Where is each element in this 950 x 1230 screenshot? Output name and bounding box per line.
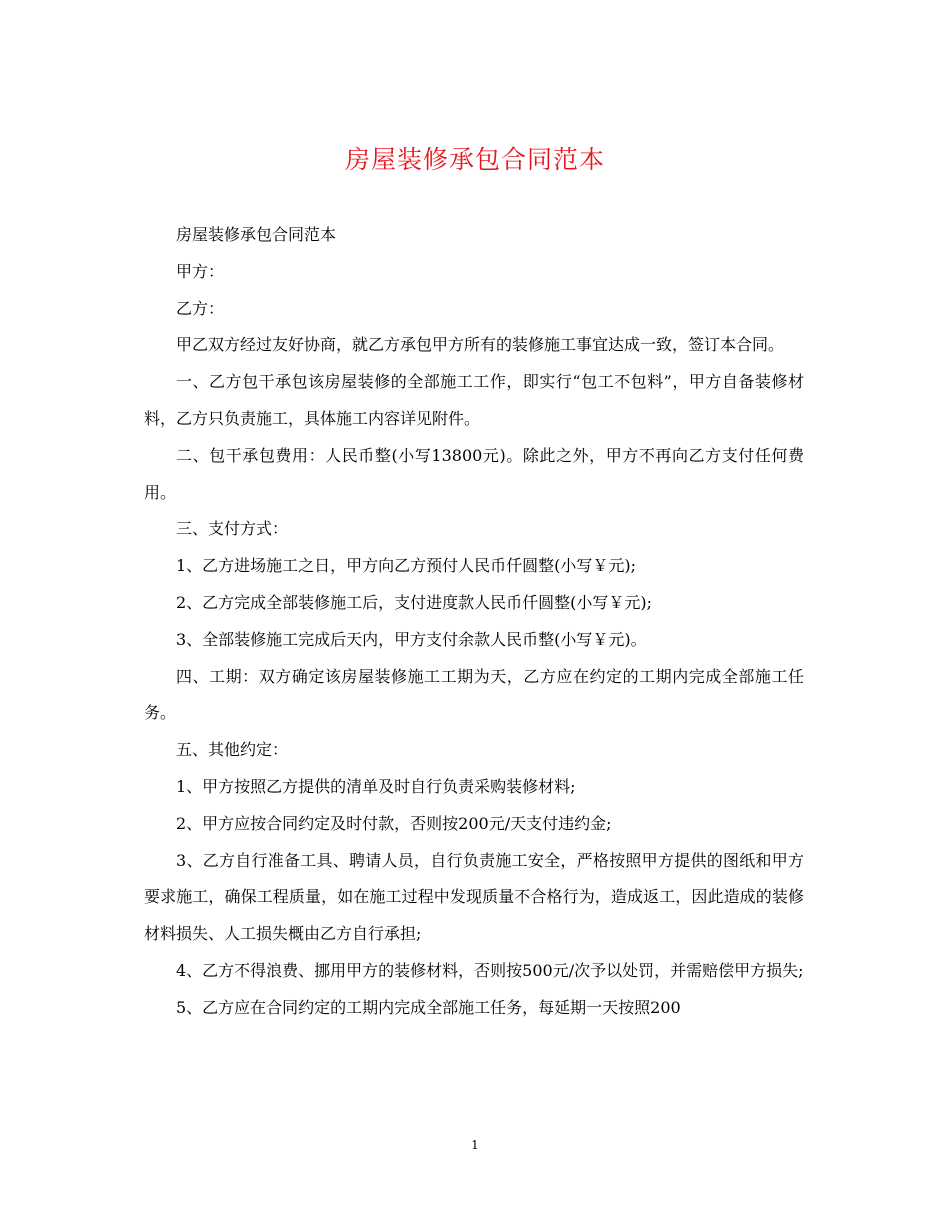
paragraph-other-3: 3、乙方自行准备工具、聘请人员，自行负责施工安全，严格按照甲方提供的图纸和甲方要求施工，确保工程质量，如在施工过程中发现质量不合格行为，造成返工，因此造成的装修材料损失、人工损失概由乙方自行承担; bbox=[144, 850, 804, 944]
document-body bbox=[144, 217, 804, 1027]
paragraph-clause-5-heading: 五、其他约定： bbox=[176, 740, 289, 760]
paragraph-other-5: 5、乙方应在合同约定的工期内完成全部施工任务，每延期一天按照200 bbox=[176, 997, 681, 1017]
paragraph-clause-4: 四、工期：双方确定该房屋装修施工工期为天，乙方应在约定的工期内完成全部施工任务。 bbox=[144, 666, 804, 723]
paragraph-payment-3: 3、全部装修施工完成后天内，甲方支付余款人民币整(小写￥元)。 bbox=[176, 629, 647, 649]
document-title: 房屋装修承包合同范本 bbox=[344, 145, 605, 174]
paragraph-other-4: 4、乙方不得浪费、挪用甲方的装修材料，否则按500元/次予以处罚，并需赔偿甲方损失; bbox=[176, 960, 804, 980]
paragraph-party-b: 乙方： bbox=[176, 298, 225, 318]
paragraph-payment-1: 1、乙方进场施工之日，甲方向乙方预付人民币仟圆整(小写￥元); bbox=[176, 556, 637, 576]
paragraph-other-2: 2、甲方应按合同约定及时付款，否则按200元/天支付违约金; bbox=[176, 813, 612, 833]
paragraph-other-1: 1、甲方按照乙方提供的清单及时自行负责采购装修材料; bbox=[176, 776, 576, 796]
paragraph-clause-3-heading: 三、支付方式： bbox=[176, 519, 289, 539]
paragraph-intro: 甲乙双方经过友好协商，就乙方承包甲方所有的装修施工事宜达成一致，签订本合同。 bbox=[176, 335, 785, 355]
paragraph-clause-2: 二、包干承包费用：人民币整(小写13800元)。除此之外，甲方不再向乙方支付任何费用。 bbox=[144, 445, 804, 502]
paragraph-subtitle: 房屋装修承包合同范本 bbox=[176, 225, 337, 244]
page-number: 1 bbox=[471, 1138, 479, 1152]
paragraph-clause-1: 一、乙方包干承包该房屋装修的全部施工工作，即实行“包工不包料”，甲方自备装修材料，乙方只负责施工，具体施工内容详见附件。 bbox=[144, 372, 804, 428]
paragraph-party-a: 甲方： bbox=[176, 261, 225, 281]
paragraph-payment-2: 2、乙方完成全部装修施工后，支付进度款人民币仟圆整(小写￥元); bbox=[176, 592, 653, 612]
